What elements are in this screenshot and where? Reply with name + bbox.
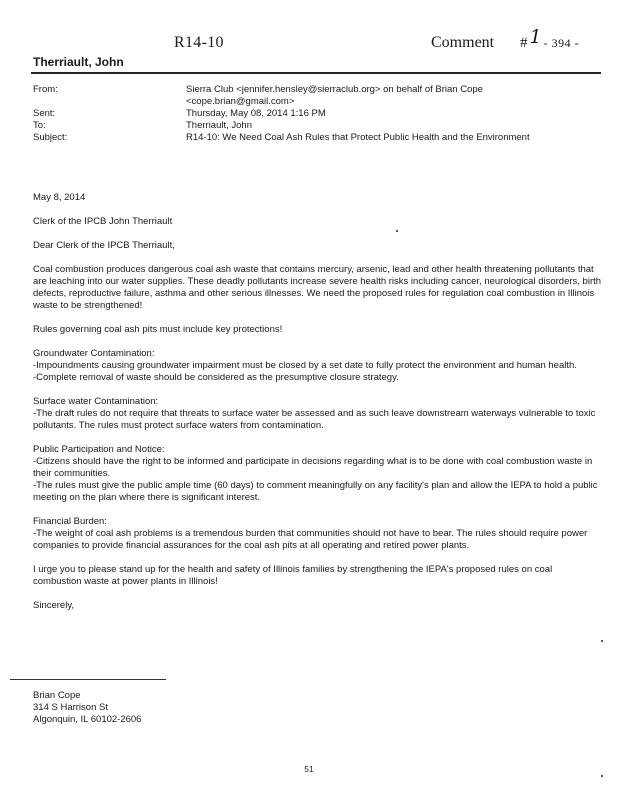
letter-body bbox=[33, 192, 603, 624]
key-protections-line: Rules governing coal ash pits must include key protections! bbox=[33, 324, 283, 335]
handwritten-comment-number: 1 bbox=[529, 26, 542, 48]
financial-item-1: -The weight of coal ash problems is a tremendous burden that communities should not have to bear. The rules should require power companies to provide financial assurances for the coal ash pits at all operating and retired power plants. bbox=[33, 528, 588, 551]
letter-date: May 8, 2014 bbox=[33, 192, 86, 203]
sent-row bbox=[33, 108, 603, 120]
participation-heading: Public Participation and Notice: bbox=[33, 444, 165, 455]
groundwater-item-2: -Complete removal of waste should be considered as the presumptive closure strategy. bbox=[33, 372, 399, 383]
email-headers bbox=[33, 84, 603, 144]
groundwater-heading: Groundwater Contamination: bbox=[33, 348, 155, 359]
scan-speck bbox=[601, 640, 603, 642]
to-row bbox=[33, 120, 603, 132]
subject-row bbox=[33, 132, 603, 144]
to-value: Therriault, John bbox=[186, 120, 253, 131]
surface-water-heading: Surface water Contamination: bbox=[33, 396, 159, 407]
financial-section bbox=[33, 516, 603, 552]
participation-item-2: -The rules must give the public ample time (60 days) to comment meaningfully on any facility's plan and allow the IEPA to hold a public meeting on the plan where there is significant interest. bbox=[33, 480, 598, 503]
signature-block bbox=[33, 690, 141, 726]
from-label: From: bbox=[33, 84, 58, 95]
intro-paragraph: Coal combustion produces dangerous coal ash waste that contains mercury, arsenic, lead and other health threatening pollutants that are leaching into our water supplies. These deadly pollutants increase severe health risks including cancer, neurological disorders, birth defects, reproductive failure, asthma and other serious illnesses. We need the proposed rules for regulation coal combustion in Illinois waste to be strengthened! bbox=[33, 264, 602, 311]
surface-water-section bbox=[33, 396, 603, 432]
signer-name: Brian Cope bbox=[33, 690, 81, 701]
subject-value: R14-10: We Need Coal Ash Rules that Protect Public Health and the Environment bbox=[186, 132, 530, 143]
docket-id: R14-10 bbox=[174, 34, 224, 51]
from-value-line1: Sierra Club <jennifer.hensley@sierraclub.org> on behalf of Brian Cope bbox=[186, 84, 483, 95]
signature-line bbox=[10, 679, 166, 680]
signoff: Sincerely, bbox=[33, 600, 75, 611]
from-row bbox=[33, 84, 603, 108]
subject-label: Subject: bbox=[33, 132, 68, 143]
scan-speck bbox=[601, 775, 603, 777]
fax-header bbox=[0, 0, 618, 60]
signer-city: Algonquin, IL 60102-2606 bbox=[33, 714, 142, 725]
page-number: 51 bbox=[304, 764, 314, 774]
closing-paragraph: I urge you to please stand up for the health and safety of Illinois families by strengthening the IEPA's proposed rules on coal combustion waste at power plants in Illinois! bbox=[33, 564, 553, 587]
comment-label: Comment bbox=[431, 34, 495, 51]
groundwater-item-1: -Impoundments causing groundwater impairment must be closed by a set date to fully protect the environment and human health. bbox=[33, 360, 577, 371]
comment-sequence: - 394 - bbox=[543, 36, 580, 50]
comment-number bbox=[520, 26, 580, 52]
groundwater-section bbox=[33, 348, 603, 384]
scan-speck bbox=[396, 230, 398, 232]
to-label: To: bbox=[33, 120, 46, 131]
signer-street: 314 S Harrison St bbox=[33, 702, 108, 713]
letter-salutation: Dear Clerk of the IPCB Therriault, bbox=[33, 240, 175, 251]
header-divider bbox=[31, 72, 601, 74]
sent-label: Sent: bbox=[33, 108, 56, 119]
from-value-line2: <cope.brian@gmail.com> bbox=[186, 96, 295, 107]
financial-heading: Financial Burden: bbox=[33, 516, 107, 527]
surface-water-item-1: -The draft rules do not require that threats to surface water be assessed and as such leave downstream waterways vulnerable to toxic pollutants. The rules must protect surface waters from contamination. bbox=[33, 408, 596, 431]
sent-value: Thursday, May 08, 2014 1:16 PM bbox=[186, 108, 326, 119]
recipient-name: Therriault, John bbox=[33, 55, 124, 69]
participation-item-1: -Citizens should have the right to be informed and participate in decisions regarding what is to be done with coal combustion waste in their communities. bbox=[33, 456, 593, 479]
from-value bbox=[186, 84, 603, 108]
letter-addressee: Clerk of the IPCB John Therriault bbox=[33, 216, 173, 227]
participation-section bbox=[33, 444, 603, 504]
comment-hash: # bbox=[520, 35, 528, 51]
